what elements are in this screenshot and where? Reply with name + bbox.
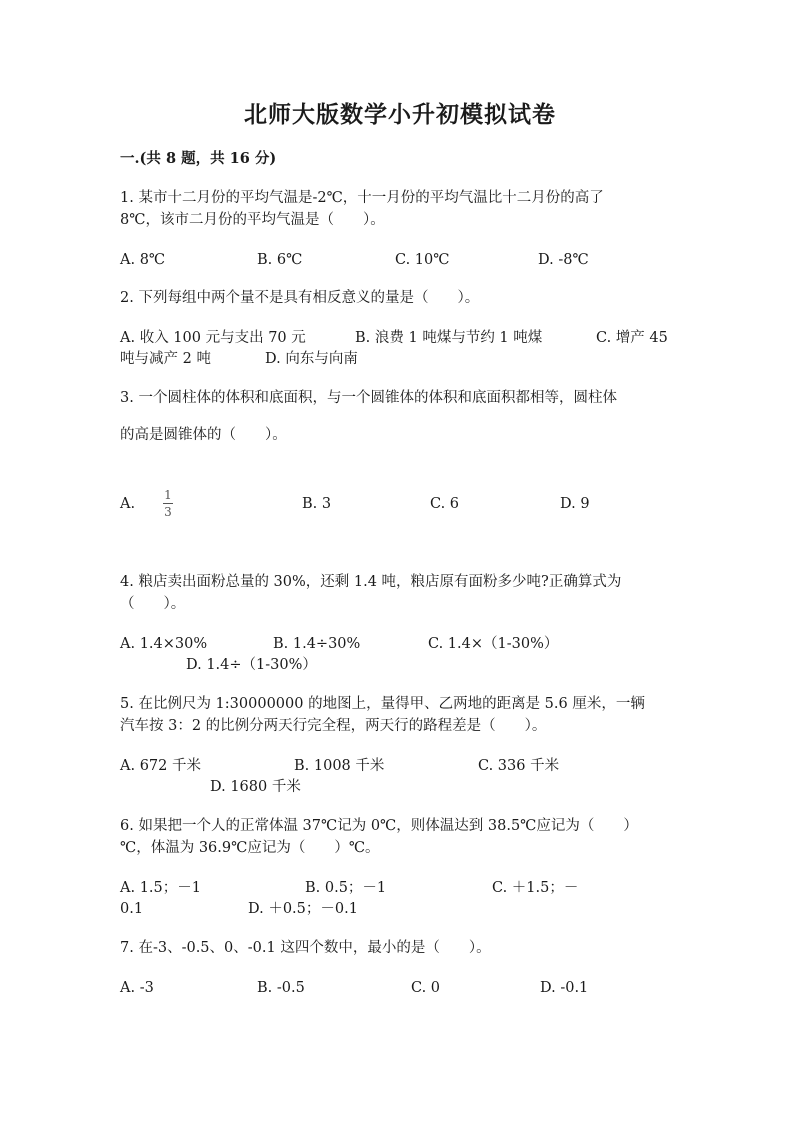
q7-option-d: D. -0.1 xyxy=(540,980,589,996)
q1-option-b: B. 6℃ xyxy=(257,252,303,268)
q6-stem-line1: 6. 如果把一个人的正常体温 37℃记为 0℃，则体温达到 38.5℃应记为（ ） xyxy=(120,818,638,834)
fraction-numerator: 1 xyxy=(164,488,172,502)
q5-stem-line2: 汽车按 3：2 的比例分两天行完全程，两天行的路程差是（ ）。 xyxy=(120,718,547,734)
q3-stem-line2: 的高是圆锥体的（ ）。 xyxy=(120,427,287,443)
q1-stem-line2: 8℃，该市二月份的平均气温是（ ）。 xyxy=(120,212,385,228)
q4-stem-line2: （ ）。 xyxy=(120,596,186,612)
q5-option-a: A. 672 千米 xyxy=(120,758,201,774)
q5-option-d: D. 1680 千米 xyxy=(210,779,301,795)
q6-option-a: A. 1.5；－1 xyxy=(120,880,201,896)
q2-stem: 2. 下列每组中两个量不是具有相反意义的量是（ ）。 xyxy=(120,290,480,306)
q2-option-d: D. 向东与向南 xyxy=(265,351,358,367)
q2-option-c-cont: 吨与减产 2 吨 xyxy=(120,351,211,367)
q5-option-b: B. 1008 千米 xyxy=(294,758,385,774)
page-title: 北师大版数学小升初模拟试卷 xyxy=(244,101,556,128)
q3-option-c: C. 6 xyxy=(430,496,460,512)
q2-option-c: C. 增产 45 xyxy=(596,330,668,346)
q6-option-c: C. ＋1.5；－ xyxy=(492,880,579,896)
q7-option-a: A. -3 xyxy=(120,980,154,996)
q1-option-c: C. 10℃ xyxy=(395,252,450,268)
q6-option-c-cont: 0.1 xyxy=(120,901,144,917)
q2-option-a: A. 收入 100 元与支出 70 元 xyxy=(120,330,306,346)
q3-option-a: A. xyxy=(120,496,136,512)
q1-option-d: D. -8℃ xyxy=(538,252,589,268)
q4-option-d: D. 1.4÷（1-30%） xyxy=(186,657,317,673)
q2-option-b: B. 浪费 1 吨煤与节约 1 吨煤 xyxy=(355,330,543,346)
q7-option-c: C. 0 xyxy=(411,980,441,996)
q7-option-b: B. -0.5 xyxy=(257,980,305,996)
fraction-denominator: 3 xyxy=(164,505,172,519)
q7-stem: 7. 在-3、-0.5、0、-0.1 这四个数中，最小的是（ ）。 xyxy=(120,940,491,956)
q4-option-a: A. 1.4×30% xyxy=(120,636,208,652)
fraction-bar xyxy=(163,503,173,504)
q5-stem-line1: 5. 在比例尺为 1:30000000 的地图上，量得甲、乙两地的距离是 5.6 厘米，一辆 xyxy=(120,696,645,712)
q4-stem-line1: 4. 粮店卖出面粉总量的 30%，还剩 1.4 吨，粮店原有面粉多少吨?正确算式为 xyxy=(120,574,622,590)
q6-option-b: B. 0.5；－1 xyxy=(305,880,387,896)
q3-option-a-fraction xyxy=(161,489,175,518)
q3-option-b: B. 3 xyxy=(302,496,332,512)
section-heading: 一.(共 8 题，共 16 分) xyxy=(120,150,277,167)
q1-stem-line1: 1. 某市十二月份的平均气温是-2℃，十一月份的平均气温比十二月份的高了 xyxy=(120,190,604,206)
q1-option-a: A. 8℃ xyxy=(120,252,166,268)
q4-option-b: B. 1.4÷30% xyxy=(273,636,361,652)
q6-stem-line2: ℃，体温为 36.9℃应记为（ ）℃。 xyxy=(120,840,380,856)
q3-stem-line1: 3. 一个圆柱体的体积和底面积，与一个圆锥体的体积和底面积都相等，圆柱体 xyxy=(120,390,617,406)
q4-option-c: C. 1.4×（1-30%） xyxy=(428,636,559,652)
q5-option-c: C. 336 千米 xyxy=(478,758,560,774)
q3-option-d: D. 9 xyxy=(560,496,590,512)
q6-option-d: D. ＋0.5；－0.1 xyxy=(248,901,358,917)
